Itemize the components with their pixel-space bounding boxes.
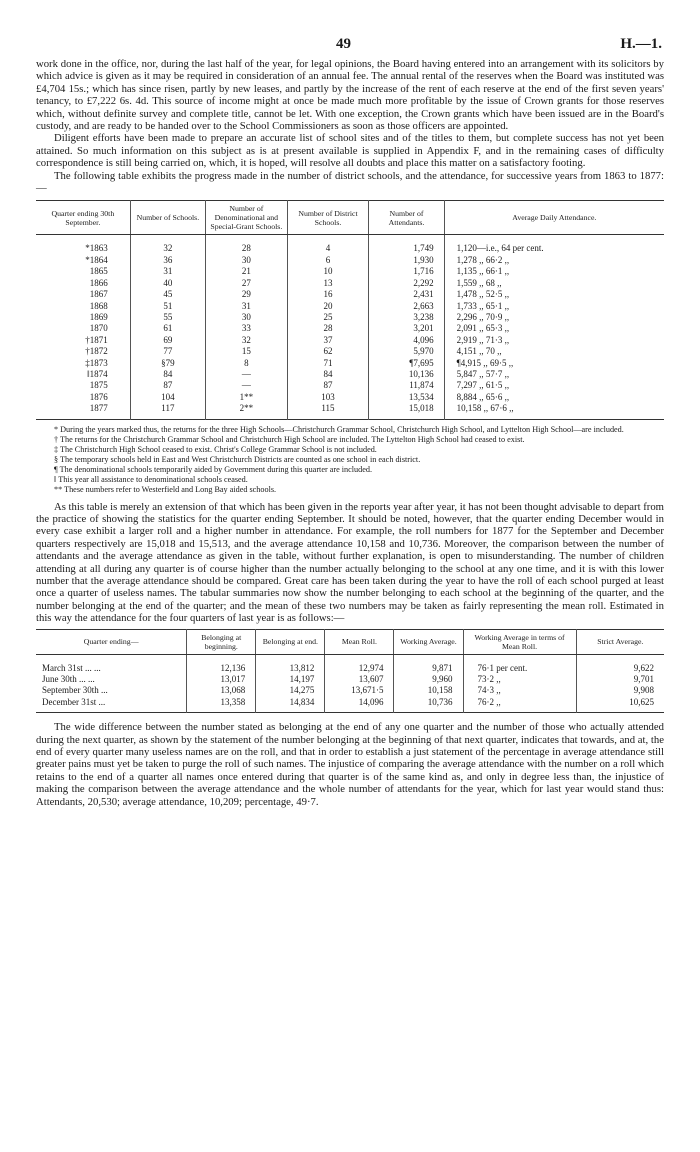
attendants-cell: 2,663 — [369, 301, 444, 312]
average-cell: 10,158 ,, 67·6 ,, — [444, 403, 664, 419]
schools-cell: 104 — [130, 392, 205, 403]
working-pct-cell: 73·2 ,, — [463, 674, 576, 685]
district-cell: 4 — [287, 235, 369, 255]
average-cell: 1,135 ,, 66·1 ,, — [444, 266, 664, 277]
table-row — [36, 312, 664, 323]
beginning-cell: 13,017 — [187, 674, 256, 685]
average-cell: 1,559 ,, 68 ,, — [444, 278, 664, 289]
strict-cell: 9,908 — [576, 685, 664, 696]
district-cell: 16 — [287, 289, 369, 300]
strict-cell: 9,701 — [576, 674, 664, 685]
schools-cell: 87 — [130, 380, 205, 391]
average-cell: 1,278 ,, 66·2 ,, — [444, 255, 664, 266]
attendants-cell: 3,238 — [369, 312, 444, 323]
table-row — [36, 403, 664, 419]
quarterly-attendance-table — [36, 629, 664, 714]
attendants-cell: 2,431 — [369, 289, 444, 300]
table-row — [36, 358, 664, 369]
table-row — [36, 289, 664, 300]
schools-cell: 77 — [130, 346, 205, 357]
quarter-cell: December 31st ... — [42, 696, 106, 707]
paragraph-school-sites: Diligent efforts have been made to prepare an accurate list of school sites and of the titles to them, but complete success has not yet been attained. So much information on this subject as is at present available is supplied in Appendix F, and in the remaining cases of difficulty correspondence is still being carried on, which, it is hoped, will resolve all doubts and place this matter on a satisfactory footing. — [36, 132, 664, 170]
mean-roll-cell: 13,671·5 — [325, 685, 394, 696]
working-pct-cell: 74·3 ,, — [463, 685, 576, 696]
year-cell: 1875 — [89, 380, 108, 391]
average-cell: 7,297 ,, 61·5 ,, — [444, 380, 664, 391]
attendants-cell: 1,749 — [369, 235, 444, 255]
table-footnotes — [36, 425, 664, 495]
paragraph-table-intro: The following table exhibits the progress made in the number of district schools, and the attendance, for successive years from 1863 to 1877:— — [36, 169, 664, 195]
attendants-cell: 5,970 — [369, 346, 444, 357]
table-row — [36, 369, 664, 380]
table-row — [36, 278, 664, 289]
attendants-cell: 4,096 — [369, 335, 444, 346]
year-cell: †1871 — [85, 334, 108, 345]
table-row — [36, 346, 664, 357]
table-row — [36, 392, 664, 403]
average-cell: 2,919 ,, 71·3 ,, — [444, 335, 664, 346]
schools-cell: 117 — [130, 403, 205, 419]
denom-cell: 30 — [206, 255, 288, 266]
col-header-quarter: Quarter ending 30th September. — [36, 201, 130, 235]
district-cell: 20 — [287, 301, 369, 312]
denom-cell: — — [206, 380, 288, 391]
district-cell: 84 — [287, 369, 369, 380]
footnote: ‖ This year all assistance to denominational schools ceased. — [54, 474, 248, 484]
end-cell: 14,834 — [256, 697, 325, 713]
schools-cell: 61 — [130, 323, 205, 334]
strict-cell: 9,622 — [576, 654, 664, 674]
working-cell: 10,158 — [394, 685, 463, 696]
district-schools-table — [36, 200, 664, 419]
document-page — [36, 36, 664, 808]
table-row — [36, 323, 664, 334]
document-reference: H.—1. — [620, 36, 662, 52]
denom-cell: 29 — [206, 289, 288, 300]
average-cell: 2,091 ,, 65·3 ,, — [444, 323, 664, 334]
col-header-end: Belonging at end. — [256, 629, 325, 654]
footnote: § The temporary schools held in East and West Christchurch Districts are counted as one school in each district. — [54, 454, 421, 464]
col-header-working-pct: Working Average in terms of Mean Roll. — [463, 629, 576, 654]
district-cell: 62 — [287, 346, 369, 357]
col-header-working: Working Average. — [394, 629, 463, 654]
schools-cell: 69 — [130, 335, 205, 346]
district-cell: 71 — [287, 358, 369, 369]
quarter-cell: September 30th ... — [42, 685, 108, 696]
average-cell: 2,296 ,, 70·9 ,, — [444, 312, 664, 323]
table-header-row — [36, 201, 664, 235]
mean-roll-cell: 14,096 — [325, 697, 394, 713]
mean-roll-cell: 12,974 — [325, 654, 394, 674]
denom-cell: 2** — [206, 403, 288, 419]
attendants-cell: 2,292 — [369, 278, 444, 289]
footnote: * During the years marked thus, the returns for the three High Schools—Christchurch Grammar School, Christchurch High School, and Lyttelton High School—are included. — [54, 424, 624, 434]
schools-cell: 55 — [130, 312, 205, 323]
year-cell: 1868 — [89, 300, 108, 311]
col-header-attendants: Number of Attendants. — [369, 201, 444, 235]
footnote: ** These numbers refer to Westerfield and Long Bay aided schools. — [54, 484, 277, 494]
schools-cell: 45 — [130, 289, 205, 300]
col-header-average: Average Daily Attendance. — [444, 201, 664, 235]
table-row — [36, 301, 664, 312]
col-header-quarter: Quarter ending— — [36, 629, 187, 654]
year-cell: 1876 — [89, 391, 108, 402]
attendants-cell: 10,136 — [369, 369, 444, 380]
attendants-cell: 13,534 — [369, 392, 444, 403]
denom-cell: 32 — [206, 335, 288, 346]
table-header-row — [36, 629, 664, 654]
end-cell: 14,275 — [256, 685, 325, 696]
denom-cell: 30 — [206, 312, 288, 323]
schools-cell: 40 — [130, 278, 205, 289]
schools-cell: §79 — [130, 358, 205, 369]
col-header-district: Number of District Schools. — [287, 201, 369, 235]
district-cell: 37 — [287, 335, 369, 346]
col-header-beginning: Belonging at beginning. — [187, 629, 256, 654]
col-header-denominational: Number of Denominational and Special-Grant Schools. — [206, 201, 288, 235]
denom-cell: — — [206, 369, 288, 380]
quarter-cell: March 31st ... ... — [42, 662, 101, 673]
working-pct-cell: 76·2 ,, — [463, 697, 576, 713]
table-row — [36, 235, 664, 255]
page-header — [36, 36, 664, 58]
schools-cell: 36 — [130, 255, 205, 266]
attendants-cell: 3,201 — [369, 323, 444, 334]
beginning-cell: 12,136 — [187, 654, 256, 674]
beginning-cell: 13,358 — [187, 697, 256, 713]
schools-cell: 32 — [130, 235, 205, 255]
year-cell: ‖1874 — [87, 368, 108, 379]
col-header-schools: Number of Schools. — [130, 201, 205, 235]
denom-cell: 27 — [206, 278, 288, 289]
year-cell: 1867 — [89, 289, 108, 300]
working-cell: 9,960 — [394, 674, 463, 685]
table-row — [36, 255, 664, 266]
attendants-cell: 15,018 — [369, 403, 444, 419]
district-cell: 87 — [287, 380, 369, 391]
district-cell: 10 — [287, 266, 369, 277]
footnote: † The returns for the Christchurch Grammar School and Christchurch High School are included. The Lyttelton High School had ceased to exist. — [54, 434, 525, 444]
average-cell: ¶4,915 ,, 69·5 ,, — [444, 358, 664, 369]
paragraph-board-reserves: work done in the office, nor, during the last half of the year, for legal opinions, the Board having entered into an arrangement with its solicitors by which advice is given as it may be required in consideration of an annual fee. The annual rental of the reserves when the Board was instituted was £4,704 15s.; which has since risen, partly by new leases, and partly by the increase of the rent of each reserve at the end of the first seven years' tenancy, to £7,222 6s. 4d. This source of income might at once be made much more profitable by the issue of Crown grants for those reserves which, without definite survey and complete title, cannot be let. With one exception, the Crown grants which have been issued are in the Board's custody, and are ready to be handed over to the School Commissioners as soon as those officers are appointed. — [36, 58, 664, 133]
denom-cell: 15 — [206, 346, 288, 357]
district-cell: 28 — [287, 323, 369, 334]
table-row — [36, 654, 664, 674]
denom-cell: 21 — [206, 266, 288, 277]
year-cell: 1869 — [89, 311, 108, 322]
working-pct-cell: 76·1 per cent. — [463, 654, 576, 674]
average-cell: 4,151 ,, 70 ,, — [444, 346, 664, 357]
district-cell: 6 — [287, 255, 369, 266]
mean-roll-cell: 13,607 — [325, 674, 394, 685]
table-row — [36, 674, 664, 685]
district-cell: 25 — [287, 312, 369, 323]
end-cell: 14,197 — [256, 674, 325, 685]
year-cell: 1870 — [89, 323, 108, 334]
average-cell: 1,733 ,, 65·1 ,, — [444, 301, 664, 312]
denom-cell: 31 — [206, 301, 288, 312]
district-cell: 13 — [287, 278, 369, 289]
attendants-cell: 1,716 — [369, 266, 444, 277]
district-cell: 115 — [287, 403, 369, 419]
average-cell: 1,120—i.e., 64 per cent. — [444, 235, 664, 255]
attendants-cell: ¶7,695 — [369, 358, 444, 369]
schools-cell: 84 — [130, 369, 205, 380]
quarter-cell: June 30th ... ... — [42, 674, 95, 685]
year-cell: 1865 — [89, 266, 108, 277]
schools-cell: 51 — [130, 301, 205, 312]
attendants-cell: 11,874 — [369, 380, 444, 391]
year-cell: 1866 — [89, 277, 108, 288]
average-cell: 5,847 ,, 57·7 ,, — [444, 369, 664, 380]
year-cell: *1864 — [85, 254, 108, 265]
paragraph-quarter-statistics: As this table is merely an extension of that which has been given in the reports year after year, it has not been thought advisable to depart from the practice of showing the statistics for the quarter ending September. It should be noted, however, that the quarter ending December would in every case exhibit a larger roll and a higher number in attendance. For example, the roll numbers for 1877 for the September and December quarters respectively are 15,018 and 15,513, and the average attendance 10,158 and 10,736. Moreover, the comparison between the number of attendants and the average attendance as given in the table, without further explanation, is open to misunderstanding. The number of children attending at all during any quarter is of course higher than the number actually belonging to the school at any one time, and it is with this lower number that the average attendance should be compared. Great care has been taken during the year to have the roll of each school purged at least once a quarter of useless names. The tabular summaries now show the number belonging to each school at the beginning of the quarter, and the number belonging at the end of the quarter; and the mean of these two numbers may be taken as fairly representing the mean roll. Estimated in this way the attendance for the four quarters of last year is as follows:— — [36, 500, 664, 625]
table-row — [36, 380, 664, 391]
working-cell: 10,736 — [394, 697, 463, 713]
average-cell: 1,478 ,, 52·5 ,, — [444, 289, 664, 300]
year-cell: 1877 — [89, 403, 108, 414]
footnote: ‡ The Christchurch High School ceased to exist. Christ's College Grammar School is not included. — [54, 444, 377, 454]
col-header-strict: Strict Average. — [576, 629, 664, 654]
denom-cell: 8 — [206, 358, 288, 369]
schools-cell: 31 — [130, 266, 205, 277]
end-cell: 13,812 — [256, 654, 325, 674]
working-cell: 9,871 — [394, 654, 463, 674]
attendants-cell: 1,930 — [369, 255, 444, 266]
table-row — [36, 697, 664, 713]
footnote: ¶ The denominational schools temporarily aided by Government during this quarter are included. — [54, 464, 373, 474]
denom-cell: 33 — [206, 323, 288, 334]
denom-cell: 1** — [206, 392, 288, 403]
table-row — [36, 335, 664, 346]
average-cell: 8,884 ,, 65·6 ,, — [444, 392, 664, 403]
district-cell: 103 — [287, 392, 369, 403]
col-header-mean-roll: Mean Roll. — [325, 629, 394, 654]
year-cell: †1872 — [85, 346, 108, 357]
table-row — [36, 266, 664, 277]
paragraph-roll-comparison: The wide difference between the number stated as belonging at the end of any one quarter and the number of those who actually attended during the next quarter, as shown by the statement of the number belonging at the beginning of that next quarter, indicates that towards, and at, the end of every quarter many useless names are on the roll, and that in order to establish a just statement of the percentage in average attendance still greater pains must yet be taken to purge the roll of such names. The injustice of comparing the average attendance with the number on a roll which retains to the end of a quarter all names once entered during that quarter is of the same kind as, and only in degree less than, the injustice of making the comparison between the average attendance and the whole number of attendants for the year, which for last year would stand thus: Attendants, 20,530; average attendance, 10,209; percentage, 49·7. — [36, 721, 664, 808]
page-number: 49 — [336, 36, 351, 52]
year-cell: *1863 — [85, 243, 108, 254]
table-row — [36, 685, 664, 696]
beginning-cell: 13,068 — [187, 685, 256, 696]
year-cell: ‡1873 — [85, 357, 108, 368]
strict-cell: 10,625 — [576, 697, 664, 713]
denom-cell: 28 — [206, 235, 288, 255]
